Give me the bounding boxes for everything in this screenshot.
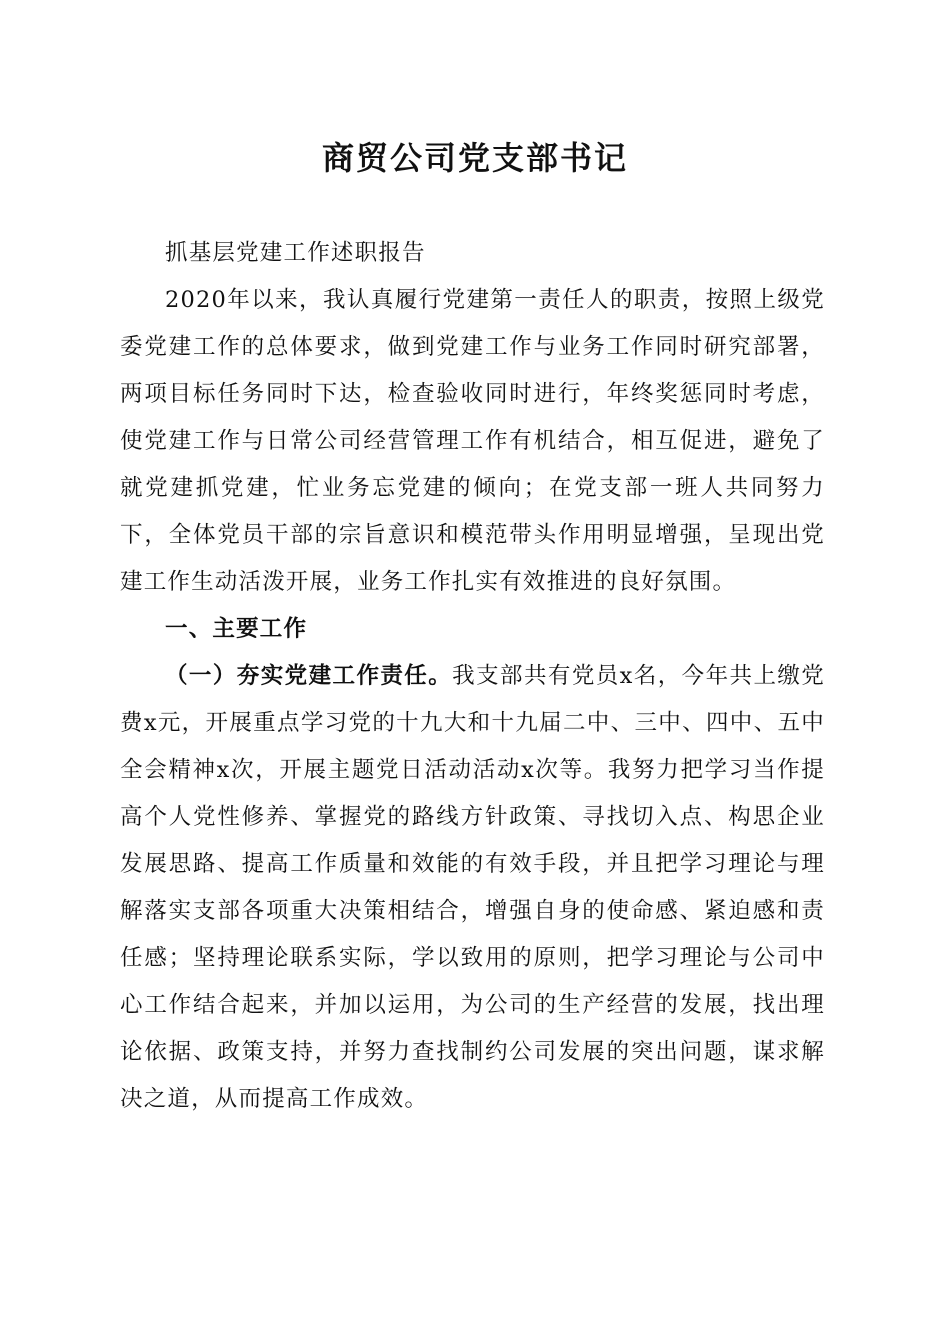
document-subtitle: 抓基层党建工作述职报告: [165, 240, 426, 266]
intro-paragraph: 2020年以来，我认真履行党建第一责任人的职责，按照上级党委党建工作的总体要求，做到党建工作与业务工作同时研究部署，两项目标任务同时下达，检查验收同时进行，年终奖惩同时考虑，使党建工作与日常公司经营管理工作有机结合，相互促进，避免了就党建抓党建，忙业务忘党建的倾向；在党支部一班人共同努力下，全体党员干部的宗旨意识和模范带头作用明显增强，呈现出党建工作生动活泼开展，业务工作扎实有效推进的良好氛围。: [120, 287, 825, 595]
section-heading-main-work: 一、主要工作: [165, 616, 308, 642]
subsection-body: 我支部共有党员x名，今年共上缴党费x元，开展重点学习党的十九大和十九届二中、三中、四中、五中全会精神x次，开展主题党日活动活动x次等。我努力把学习当作提高个人党性修养、掌握党的路线方针政策、寻找切入点、构思企业发展思路、提高工作质量和效能的有效手段，并且把学习理论与理解落实支部各项重大决策相结合，增强自身的使命感、紧迫感和责任感；坚持理论联系实际，学以致用的原则，把学习理论与公司中心工作结合起来，并加以运用，为公司的生产经营的发展，找出理论依据、政策支持，并努力查找制约公司发展的突出问题，谋求解决之道，从而提高工作成效。: [120, 663, 826, 1112]
document-title: 商贸公司党支部书记: [321, 139, 628, 177]
section-paragraph-party-responsibility: [120, 653, 825, 1123]
subsection-heading: （一）夯实党建工作责任。: [165, 663, 453, 689]
document-body: [120, 230, 825, 1123]
